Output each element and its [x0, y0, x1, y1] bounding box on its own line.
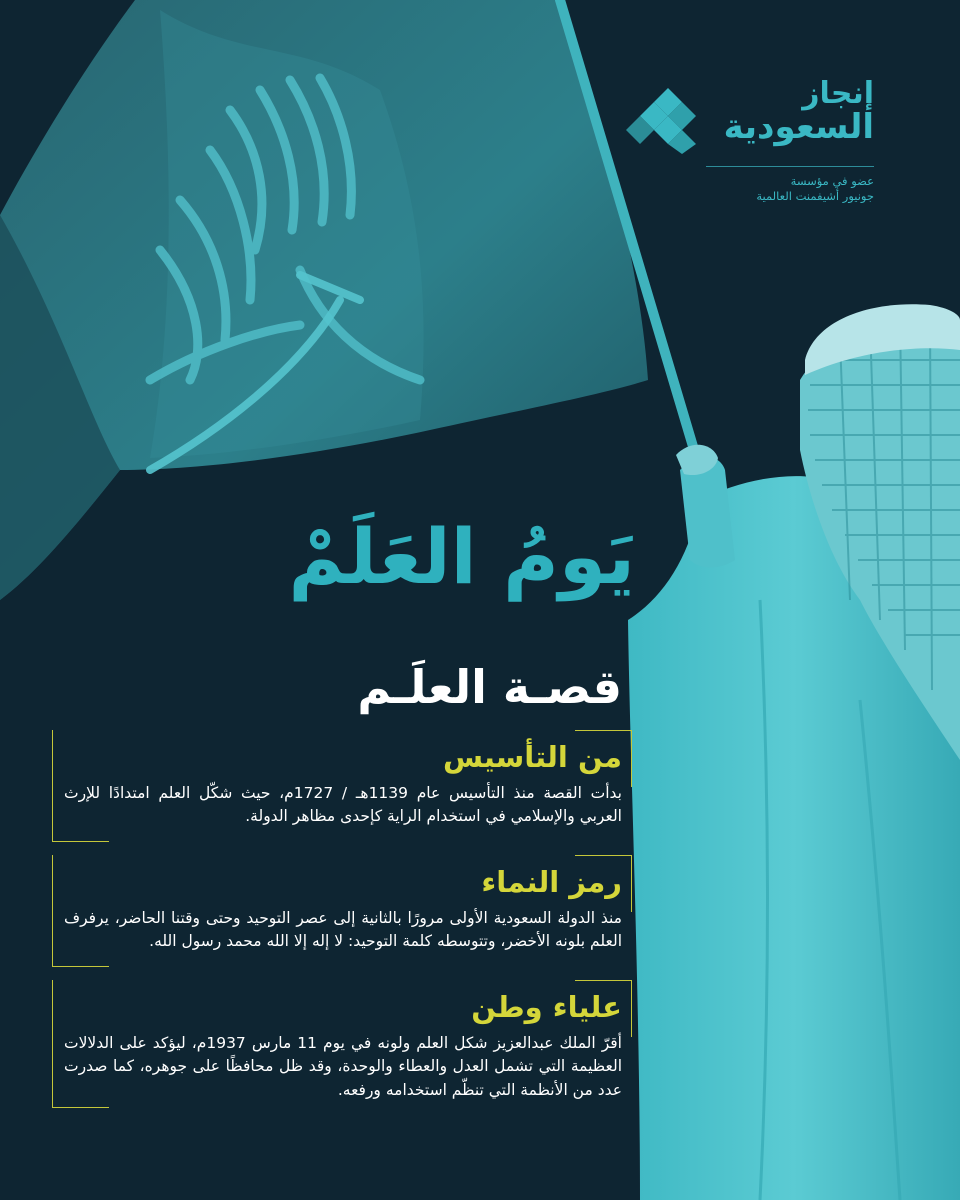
brand-membership-line2: جونيور أشيفمنت العالمية	[756, 188, 874, 203]
section-heading: رمز النماء	[481, 865, 622, 899]
man-image	[628, 304, 960, 1200]
brand-name	[724, 78, 874, 145]
brand-name-line1: إنجاز	[802, 76, 874, 111]
subtitle: قصـة العلَـم	[357, 660, 622, 714]
brand-membership	[756, 174, 874, 204]
section-heading: من التأسيس	[442, 740, 622, 774]
brand-membership-line1: عضو في مؤسسة	[790, 174, 874, 188]
brand-logo	[624, 78, 874, 228]
brand-divider	[706, 166, 874, 167]
section-founding	[52, 730, 630, 842]
brand-logo-icon	[624, 84, 696, 154]
section-body: أقرّ الملك عبدالعزيز شكل العلم ولونه في يوم 11 مارس 1937م، ليؤكد على الدلالات العظيمة التي تشمل العدل والعطاء والوحدة، وقد ظل محافظًا على جوهره، كما صدرت عدد من الأنظمة التي تنظّم استخدامه ورفعه.	[64, 1034, 622, 1099]
section-body: بدأت القصة منذ التأسيس عام 1139هـ / 1727م، حيث شكّل العلم امتدادًا للإرث العربي والإسلامي في استخدام الراية كإحدى مظاهر الدولة.	[64, 784, 622, 826]
section-body: منذ الدولة السعودية الأولى مرورًا بالثانية إلى عصر التوحيد وحتى وقتنا الحاضر، يرفرف العلم بلونه الأخضر، وتتوسطه كلمة التوحيد: لا إله إلا الله محمد رسول الله.	[64, 909, 622, 951]
main-title: يَومُ العَلَمْ	[288, 512, 635, 601]
section-homeland	[52, 980, 630, 1108]
section-growth	[52, 855, 630, 967]
flag-image	[0, 0, 648, 600]
section-heading: علياء وطن	[471, 990, 622, 1024]
brand-name-line2: السعودية	[723, 106, 874, 147]
